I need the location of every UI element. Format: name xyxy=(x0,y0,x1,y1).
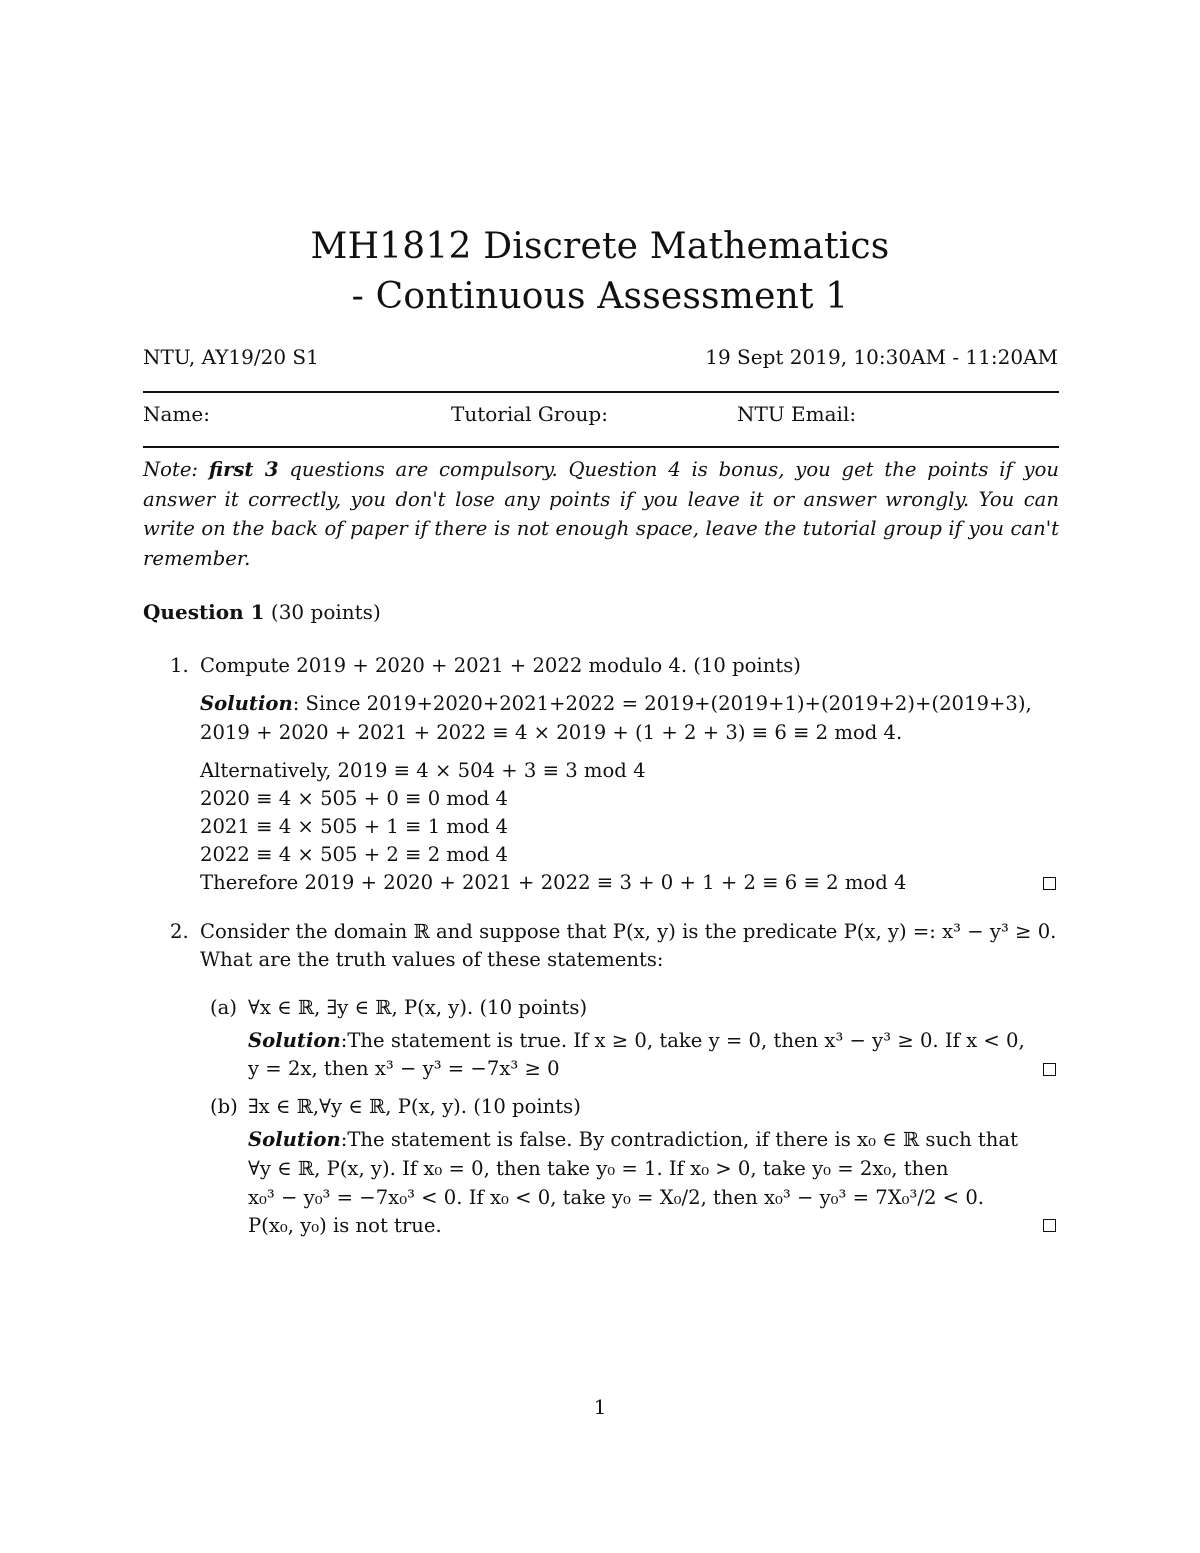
note-emphasis: first 3 xyxy=(208,458,279,481)
email-field-label: NTU Email: xyxy=(737,402,857,426)
divider-top xyxy=(143,391,1059,393)
name-field-label: Name: xyxy=(143,402,210,426)
solution-label: Solution xyxy=(248,1029,341,1052)
qed-box-icon xyxy=(1043,1219,1056,1232)
note-text: questions are compulsory. Question 4 is bonus, you get the points if you answer it correctly, you don't lose any points if you leave it or answer wrongly. You can write on the back of paper if there is not enough space, leave the tutorial group if you can't remember. xyxy=(143,458,1060,570)
part-2b-label: (b) xyxy=(210,1095,238,1118)
part-2a-solution-text-1: :The statement is true. If x ≥ 0, take y = 0, then x³ − y³ ≥ 0. If x < 0, xyxy=(340,1029,1025,1052)
part-1-alt-line-3: 2021 ≡ 4 × 505 + 1 ≡ 1 mod 4 xyxy=(200,815,508,838)
part-1-alt-line-5: Therefore 2019 + 2020 + 2021 + 2022 ≡ 3 + 0 + 1 + 2 ≡ 6 ≡ 2 mod 4 xyxy=(200,871,907,894)
part-2a-label: (a) xyxy=(210,996,237,1019)
part-1-alt-line-1: Alternatively, 2019 ≡ 4 × 504 + 3 ≡ 3 mod 4 xyxy=(200,759,646,782)
part-2-prompt-line-1: Consider the domain ℝ and suppose that P(x, y) is the predicate P(x, y) =: x³ − y³ ≥ 0. xyxy=(200,920,1057,943)
solution-label: Solution xyxy=(248,1128,341,1151)
part-1-solution-line-2: 2019 + 2020 + 2021 + 2022 ≡ 4 × 2019 + (1 + 2 + 3) ≡ 6 ≡ 2 mod 4. xyxy=(200,721,903,744)
page-title-line2: - Continuous Assessment 1 xyxy=(351,276,849,317)
question-1-heading xyxy=(143,598,381,626)
part-2a-solution-line-2: y = 2x, then x³ − y³ = −7x³ ≥ 0 xyxy=(248,1057,560,1080)
instructions-note xyxy=(143,455,1059,573)
part-2b-solution-text-1: :The statement is false. By contradiction, if there is x₀ ∈ ℝ such that xyxy=(340,1128,1018,1151)
part-1-alt-line-2: 2020 ≡ 4 × 505 + 0 ≡ 0 mod 4 xyxy=(200,787,508,810)
qed-box-icon xyxy=(1043,877,1056,890)
part-2-number: 2. xyxy=(170,920,189,943)
part-2b-solution-line-2: ∀y ∈ ℝ, P(x, y). If x₀ = 0, then take y₀ = 1. If x₀ > 0, take y₀ = 2x₀, then xyxy=(248,1157,949,1180)
institution-label: NTU, AY19/20 S1 xyxy=(143,345,319,369)
part-2a-statement: ∀x ∈ ℝ, ∃y ∈ ℝ, P(x, y). (10 points) xyxy=(248,996,588,1019)
question-1-points: (30 points) xyxy=(270,600,381,624)
part-2a-solution-line-1 xyxy=(248,1027,1025,1055)
part-1-alt-line-4: 2022 ≡ 4 × 505 + 2 ≡ 2 mod 4 xyxy=(200,843,508,866)
part-2b-solution-line-1 xyxy=(248,1126,1018,1154)
note-prefix: Note: xyxy=(143,458,199,481)
page-number: 1 xyxy=(593,1395,607,1419)
part-2b-solution-line-3: x₀³ − y₀³ = −7x₀³ < 0. If x₀ < 0, take y₀ = X₀/2, then x₀³ − y₀³ = 7X₀³/2 < 0. xyxy=(248,1186,985,1209)
part-2b-statement: ∃x ∈ ℝ,∀y ∈ ℝ, P(x, y). (10 points) xyxy=(248,1095,581,1118)
part-2b-solution-line-4: P(x₀, y₀) is not true. xyxy=(248,1214,442,1237)
part-1-prompt: Compute 2019 + 2020 + 2021 + 2022 modulo 4. (10 points) xyxy=(200,654,801,677)
divider-bottom xyxy=(143,446,1059,448)
part-2-prompt-line-2: What are the truth values of these statements: xyxy=(200,948,664,971)
solution-label: Solution xyxy=(200,692,293,715)
part-1-solution-text-1: : Since 2019+2020+2021+2022 = 2019+(2019+1)+(2019+2)+(2019+3), xyxy=(292,692,1032,715)
qed-box-icon xyxy=(1043,1063,1056,1076)
part-1-solution-line-1 xyxy=(200,690,1032,718)
exam-datetime: 19 Sept 2019, 10:30AM - 11:20AM xyxy=(705,345,1058,369)
tutorial-group-field-label: Tutorial Group: xyxy=(451,402,608,426)
question-1-title: Question 1 xyxy=(143,600,265,624)
page-title-line1: MH1812 Discrete Mathematics xyxy=(310,226,890,267)
part-1-number: 1. xyxy=(170,654,189,677)
